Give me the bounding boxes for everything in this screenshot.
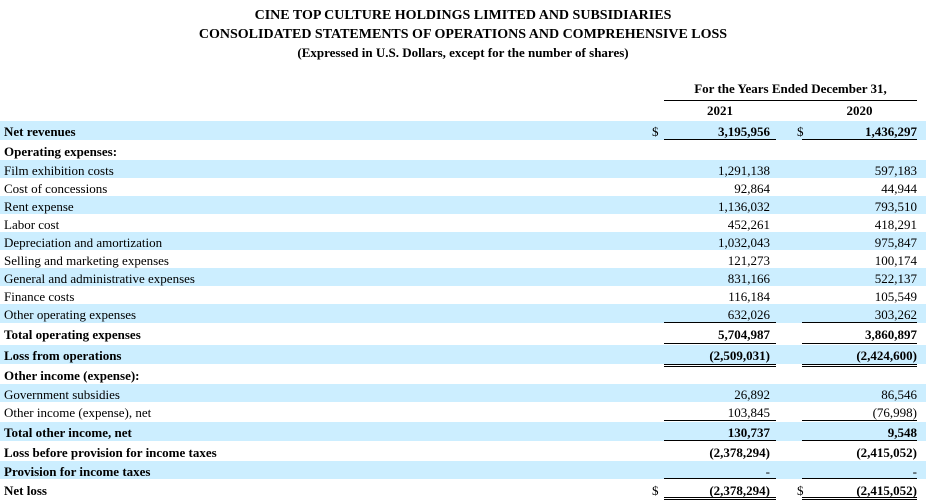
value-2021: 3,195,956 [718,124,770,139]
double-underline [664,497,776,500]
row-label: Labor cost [4,217,60,232]
value-2021: 452,261 [727,217,770,232]
year-2021-header: 2021 [664,103,776,122]
value-2021: 1,032,043 [718,235,770,250]
table-row-total-operating-expenses [0,324,926,344]
value-2021: (2,378,294) [709,445,770,460]
underline [664,478,776,479]
row-label: Total operating expenses [4,327,141,342]
row-label: Rent expense [4,199,74,214]
underline [802,478,917,479]
period-header: For the Years Ended December 31, [664,81,917,101]
value-2021: 92,864 [734,181,770,196]
value-2020: 86,546 [881,387,917,402]
year-2020-header: 2020 [802,103,917,122]
row-label: Depreciation and amortization [4,235,163,250]
value-2021: 26,892 [734,387,770,402]
value-2020: 1,436,297 [865,124,917,139]
double-underline [802,497,917,500]
table-row-loss-from-operations [0,345,926,364]
row-label: Provision for income taxes [4,464,151,479]
row-label: Film exhibition costs [4,163,114,178]
row-label: Selling and marketing expenses [4,253,169,268]
table-row-operating-expenses-heading [0,141,926,160]
underline [802,440,917,441]
value-2021: 831,166 [727,271,770,286]
underline [664,322,776,323]
value-2020: - [912,464,917,479]
value-2020: 418,291 [874,217,917,232]
company-name: CINE TOP CULTURE HOLDINGS LIMITED AND SUBSIDIARIES [254,8,672,23]
underline [802,139,917,140]
value-2020: 522,137 [874,271,917,286]
table-row-provision-income-taxes [0,461,926,479]
underline [664,139,776,140]
table-row-net-loss [0,480,926,498]
value-2021: 632,026 [727,307,770,322]
value-2020: (2,415,052) [856,445,917,460]
table-row [0,402,926,421]
row-label: Loss before provision for income taxes [4,445,217,460]
row-label: Finance costs [4,289,75,304]
value-2020: (2,424,600) [856,348,917,363]
value-2020: 303,262 [874,307,917,322]
value-2021: 1,291,138 [718,163,770,178]
value-2020: 3,860,897 [865,327,917,342]
row-label: Operating expenses: [4,144,118,159]
currency-symbol: $ [797,124,804,139]
value-2020: 975,847 [874,235,917,250]
table-row [0,214,926,232]
value-2021: - [765,464,770,479]
underline [664,440,776,441]
currency-symbol: $ [652,124,659,139]
value-2020: (2,415,052) [856,483,917,498]
row-label: Other operating expenses [4,307,137,322]
row-label: Other income (expense): [4,368,140,383]
table-row-loss-before-taxes [0,442,926,461]
row-label: Net revenues [4,124,76,139]
statement-title: CONSOLIDATED STATEMENTS OF OPERATIONS AND COMPREHENSIVE LOSS [198,27,728,42]
value-2021: 103,845 [727,405,770,420]
table-row [0,268,926,286]
currency-symbol: $ [652,483,659,498]
row-label: Government subsidies [4,387,120,402]
table-row [0,160,926,178]
statement-basis: (Expressed in U.S. Dollars, except for the number of shares) [297,45,629,60]
table-row [0,196,926,214]
value-2021: 5,704,987 [718,327,770,342]
table-row-net-revenues [0,121,926,140]
table-row [0,232,926,250]
table-row-other-income-heading [0,365,926,384]
value-2020: (76,998) [872,405,917,420]
table-row [0,178,926,196]
value-2020: 100,174 [874,253,917,268]
table-row [0,286,926,304]
value-2021: (2,378,294) [709,483,770,498]
table-row [0,304,926,323]
value-2021: (2,509,031) [709,348,770,363]
table-row-total-other-income [0,422,926,441]
underline [802,420,917,421]
underline [664,343,776,344]
value-2021: 121,273 [727,253,770,268]
value-2021: 130,737 [727,425,770,440]
underline [802,343,917,344]
value-2020: 597,183 [874,163,917,178]
row-label: General and administrative expenses [4,271,195,286]
value-2020: 105,549 [874,289,917,304]
value-2020: 9,548 [887,425,917,440]
row-label: Loss from operations [4,348,122,363]
table-row [0,384,926,402]
row-label: Net loss [4,483,47,498]
value-2021: 1,136,032 [718,199,770,214]
row-label: Cost of concessions [4,181,108,196]
table-row [0,250,926,268]
value-2020: 44,944 [881,181,917,196]
underline [802,322,917,323]
currency-symbol: $ [797,483,804,498]
row-label: Other income (expense), net [4,405,152,420]
row-label: Total other income, net [4,425,132,440]
value-2020: 793,510 [874,199,917,214]
underline [664,420,776,421]
value-2021: 116,184 [728,289,770,304]
